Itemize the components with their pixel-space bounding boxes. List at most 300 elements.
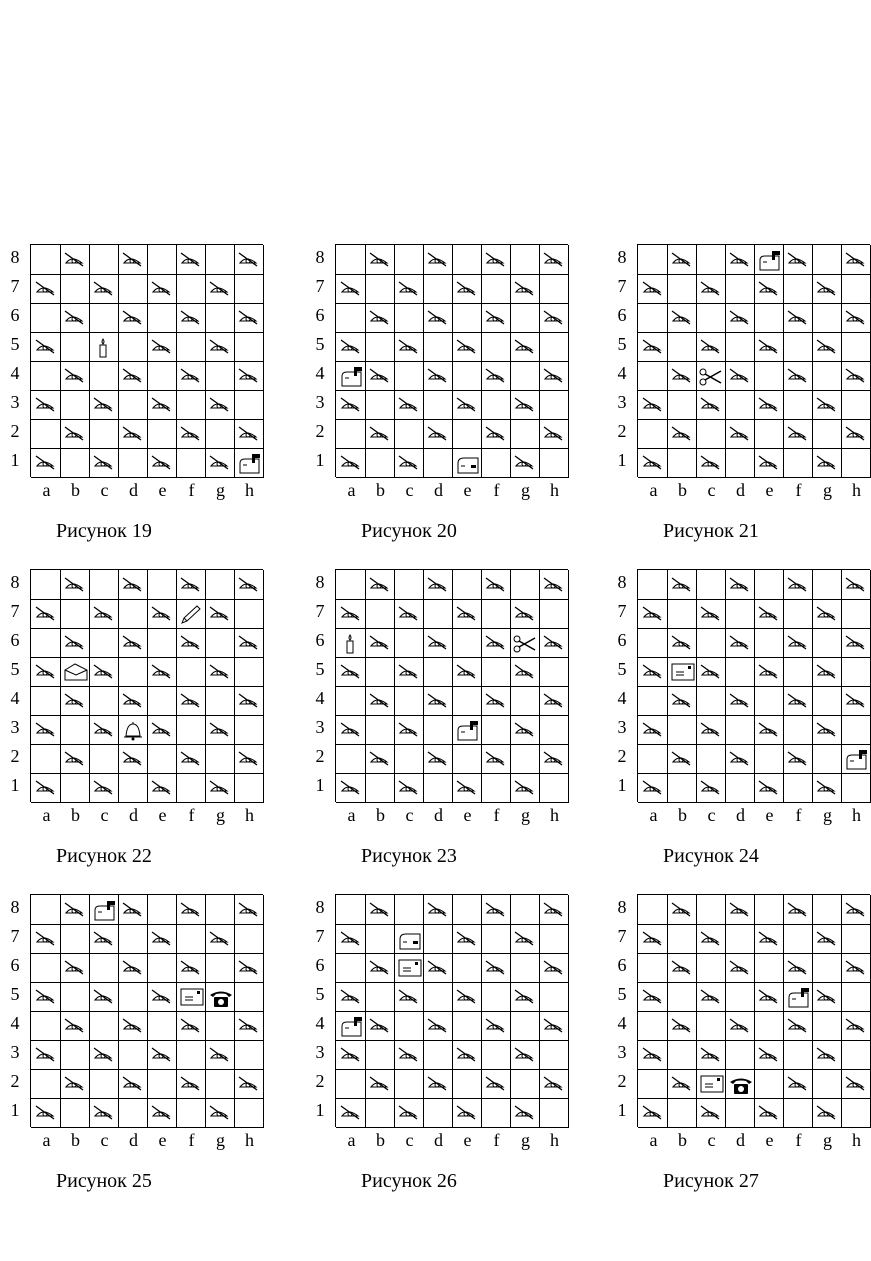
pawn-icon: [426, 633, 448, 656]
pawn-icon: [513, 1103, 535, 1126]
rank-label: 2: [617, 746, 627, 766]
pawn-icon: [728, 308, 750, 331]
file-label: f: [188, 480, 195, 500]
file-label: h: [852, 805, 861, 825]
square-d2: [725, 744, 755, 774]
pawn-icon: [455, 337, 477, 360]
square-g1: [510, 1098, 540, 1128]
square-d2: [118, 1069, 148, 1099]
pawn-icon: [63, 749, 85, 772]
square-g6: [205, 303, 235, 333]
square-h6: [234, 628, 264, 658]
square-f7: [176, 924, 206, 954]
square-c6: [696, 303, 726, 333]
square-c7: [696, 599, 726, 629]
square-c3: [89, 1040, 119, 1070]
square-f2: [481, 419, 511, 449]
square-f4: [783, 686, 813, 716]
square-e2: [754, 419, 784, 449]
square-a4: [336, 686, 366, 716]
square-b5: [60, 982, 90, 1012]
square-a6: [638, 303, 668, 333]
letter-icon: [699, 1074, 725, 1099]
pawn-icon: [339, 662, 361, 685]
pawn-icon: [670, 575, 692, 598]
candle-icon: [92, 337, 114, 364]
square-a4: [638, 686, 668, 716]
square-a1: [638, 773, 668, 803]
pawn-icon: [786, 900, 808, 923]
pawn-icon: [757, 1103, 779, 1126]
square-c1: [696, 1098, 726, 1128]
square-d5: [423, 657, 453, 687]
rank-label: 1: [315, 1100, 325, 1120]
pawn-icon: [670, 691, 692, 714]
square-b7: [60, 274, 90, 304]
file-label: d: [434, 480, 443, 500]
pencil-icon: [179, 604, 203, 631]
square-c5: [394, 982, 424, 1012]
pawn-icon: [368, 366, 390, 389]
square-a5: [31, 332, 61, 362]
pawn-icon: [426, 1016, 448, 1039]
rank-label: 3: [315, 392, 325, 412]
square-f5: [176, 982, 206, 1012]
pawn-icon: [484, 691, 506, 714]
square-e1: [452, 1098, 482, 1128]
square-f4: [176, 1011, 206, 1041]
square-g8: [812, 895, 842, 925]
square-b7: [365, 924, 395, 954]
pawn-icon: [670, 308, 692, 331]
mailbox-closed-icon: [397, 929, 423, 956]
pawn-icon: [757, 720, 779, 743]
square-d4: [725, 361, 755, 391]
rank-label: 2: [315, 746, 325, 766]
square-d6: [725, 303, 755, 333]
pawn-icon: [786, 749, 808, 772]
square-c2: [696, 419, 726, 449]
square-d2: [423, 1069, 453, 1099]
square-c8: [696, 895, 726, 925]
pawn-icon: [757, 778, 779, 801]
pawn-icon: [844, 308, 866, 331]
square-c4: [394, 1011, 424, 1041]
square-d8: [118, 895, 148, 925]
square-a3: [31, 1040, 61, 1070]
square-g2: [812, 1069, 842, 1099]
square-b5: [667, 332, 697, 362]
pawn-icon: [641, 395, 663, 418]
square-h4: [234, 686, 264, 716]
square-f2: [481, 1069, 511, 1099]
pawn-icon: [513, 987, 535, 1010]
square-c6: [89, 628, 119, 658]
pawn-icon: [237, 691, 259, 714]
square-e4: [452, 686, 482, 716]
square-d8: [423, 245, 453, 275]
square-b7: [60, 924, 90, 954]
square-e8: [754, 895, 784, 925]
square-e7: [452, 924, 482, 954]
square-f1: [481, 1098, 511, 1128]
square-d3: [725, 715, 755, 745]
pawn-icon: [34, 604, 56, 627]
rank-label: 5: [10, 334, 20, 354]
file-label: b: [376, 480, 385, 500]
pawn-icon: [641, 720, 663, 743]
square-e5: [147, 982, 177, 1012]
pawn-icon: [426, 250, 448, 273]
square-e7: [452, 599, 482, 629]
rank-label: 6: [10, 955, 20, 975]
square-a3: [336, 390, 366, 420]
pawn-icon: [786, 308, 808, 331]
pawn-icon: [92, 987, 114, 1010]
square-b8: [667, 895, 697, 925]
square-g6: [510, 628, 540, 658]
file-label: e: [158, 805, 167, 825]
square-b8: [365, 245, 395, 275]
file-label: d: [129, 480, 138, 500]
square-a6: [336, 303, 366, 333]
pawn-icon: [34, 778, 56, 801]
pawn-icon: [339, 604, 361, 627]
pawn-icon: [92, 662, 114, 685]
square-a7: [31, 924, 61, 954]
file-label: a: [347, 805, 356, 825]
square-h8: [234, 895, 264, 925]
file-label: g: [521, 1130, 530, 1150]
square-c6: [696, 953, 726, 983]
square-c1: [696, 773, 726, 803]
square-e2: [147, 744, 177, 774]
square-f4: [481, 1011, 511, 1041]
square-g5: [812, 657, 842, 687]
pawn-icon: [699, 720, 721, 743]
square-b6: [667, 628, 697, 658]
square-e3: [754, 715, 784, 745]
pawn-icon: [786, 633, 808, 656]
rank-label: 2: [315, 421, 325, 441]
square-b4: [60, 686, 90, 716]
square-h4: [539, 361, 569, 391]
square-g2: [812, 744, 842, 774]
square-d4: [118, 361, 148, 391]
square-e4: [147, 686, 177, 716]
square-c4: [696, 361, 726, 391]
square-f6: [481, 628, 511, 658]
square-f6: [176, 953, 206, 983]
square-d7: [118, 274, 148, 304]
pawn-icon: [455, 987, 477, 1010]
square-b5: [667, 982, 697, 1012]
pawn-icon: [699, 778, 721, 801]
file-label: c: [100, 480, 109, 500]
square-b7: [667, 924, 697, 954]
square-h6: [841, 303, 871, 333]
square-c2: [394, 1069, 424, 1099]
square-c5: [394, 332, 424, 362]
square-e1: [754, 448, 784, 478]
square-f8: [783, 245, 813, 275]
square-f7: [481, 924, 511, 954]
square-b5: [667, 657, 697, 687]
square-e2: [452, 744, 482, 774]
square-b2: [60, 1069, 90, 1099]
pawn-icon: [63, 1074, 85, 1097]
square-e4: [147, 1011, 177, 1041]
file-label: d: [434, 805, 443, 825]
square-e6: [452, 303, 482, 333]
square-g2: [510, 744, 540, 774]
square-b2: [60, 744, 90, 774]
square-g3: [812, 1040, 842, 1070]
file-label: b: [71, 1130, 80, 1150]
pawn-icon: [208, 1045, 230, 1068]
square-g4: [510, 1011, 540, 1041]
pawn-icon: [699, 987, 721, 1010]
square-g6: [812, 628, 842, 658]
rank-label: 1: [617, 450, 627, 470]
candle-icon: [339, 633, 361, 660]
pawn-icon: [63, 691, 85, 714]
pawn-icon: [844, 900, 866, 923]
square-a2: [31, 419, 61, 449]
square-e3: [147, 1040, 177, 1070]
square-e7: [147, 599, 177, 629]
square-c7: [89, 599, 119, 629]
square-d1: [725, 773, 755, 803]
square-c5: [89, 332, 119, 362]
square-h3: [539, 390, 569, 420]
square-a7: [31, 599, 61, 629]
square-f1: [176, 1098, 206, 1128]
pawn-icon: [455, 1103, 477, 1126]
file-label: f: [795, 805, 802, 825]
square-d2: [423, 419, 453, 449]
square-c5: [89, 657, 119, 687]
pawn-icon: [121, 250, 143, 273]
square-f7: [783, 274, 813, 304]
square-h8: [539, 570, 569, 600]
square-c4: [89, 1011, 119, 1041]
square-c5: [696, 982, 726, 1012]
square-d8: [423, 570, 453, 600]
pawn-icon: [237, 424, 259, 447]
pawn-icon: [786, 250, 808, 273]
square-c1: [394, 448, 424, 478]
square-h8: [234, 245, 264, 275]
pawn-icon: [179, 424, 201, 447]
board-grid: [637, 244, 870, 477]
square-h5: [234, 657, 264, 687]
pawn-icon: [339, 337, 361, 360]
square-g2: [205, 419, 235, 449]
pawn-icon: [513, 929, 535, 952]
square-h2: [539, 744, 569, 774]
pawn-icon: [121, 633, 143, 656]
file-label: c: [100, 805, 109, 825]
file-label: b: [71, 480, 80, 500]
rank-label: 7: [617, 601, 627, 621]
pawn-icon: [150, 279, 172, 302]
pawn-icon: [513, 662, 535, 685]
square-c3: [696, 715, 726, 745]
square-h1: [841, 773, 871, 803]
square-f6: [481, 953, 511, 983]
pawn-icon: [368, 900, 390, 923]
square-e7: [754, 924, 784, 954]
pawn-icon: [815, 604, 837, 627]
square-d6: [423, 303, 453, 333]
file-label: b: [678, 480, 687, 500]
square-h7: [539, 599, 569, 629]
pawn-icon: [484, 749, 506, 772]
square-e6: [147, 303, 177, 333]
square-d7: [725, 274, 755, 304]
square-h1: [841, 1098, 871, 1128]
square-f8: [481, 895, 511, 925]
square-b6: [365, 953, 395, 983]
square-g5: [812, 982, 842, 1012]
square-f8: [783, 895, 813, 925]
square-e6: [754, 628, 784, 658]
rank-label: 5: [617, 334, 627, 354]
square-g7: [205, 924, 235, 954]
pawn-icon: [670, 424, 692, 447]
square-a4: [638, 1011, 668, 1041]
square-g3: [510, 715, 540, 745]
square-c3: [89, 715, 119, 745]
pawn-icon: [786, 1016, 808, 1039]
file-label: a: [649, 805, 658, 825]
square-f2: [783, 1069, 813, 1099]
pawn-icon: [426, 424, 448, 447]
square-c3: [394, 715, 424, 745]
file-label: g: [216, 1130, 225, 1150]
rank-label: 8: [315, 897, 325, 917]
pawn-icon: [63, 900, 85, 923]
pawn-icon: [339, 1045, 361, 1068]
square-a6: [638, 953, 668, 983]
file-label: f: [493, 1130, 500, 1150]
file-label: g: [521, 480, 530, 500]
square-f1: [481, 773, 511, 803]
square-a3: [31, 715, 61, 745]
square-d4: [423, 1011, 453, 1041]
board-grid: [335, 244, 568, 477]
square-b5: [60, 332, 90, 362]
square-f6: [481, 303, 511, 333]
square-c7: [394, 599, 424, 629]
square-f5: [481, 657, 511, 687]
pawn-icon: [150, 395, 172, 418]
pawn-icon: [92, 279, 114, 302]
square-c2: [394, 419, 424, 449]
square-b8: [60, 245, 90, 275]
square-d5: [118, 332, 148, 362]
pawn-icon: [699, 279, 721, 302]
pawn-icon: [699, 337, 721, 360]
square-e6: [147, 953, 177, 983]
square-a7: [31, 274, 61, 304]
square-g7: [510, 274, 540, 304]
square-g1: [510, 773, 540, 803]
square-b7: [365, 274, 395, 304]
square-c4: [696, 1011, 726, 1041]
square-b5: [365, 332, 395, 362]
pawn-icon: [368, 575, 390, 598]
square-g8: [205, 245, 235, 275]
rank-label: 6: [10, 630, 20, 650]
square-a3: [638, 1040, 668, 1070]
pawn-icon: [455, 395, 477, 418]
square-h3: [539, 715, 569, 745]
square-c6: [696, 628, 726, 658]
square-g4: [205, 1011, 235, 1041]
square-e3: [754, 390, 784, 420]
square-g2: [510, 419, 540, 449]
file-label: h: [852, 480, 861, 500]
rank-label: 4: [315, 1013, 325, 1033]
square-c8: [394, 245, 424, 275]
pawn-icon: [397, 279, 419, 302]
square-d3: [118, 390, 148, 420]
rank-label: 4: [315, 688, 325, 708]
rank-label: 7: [10, 276, 20, 296]
pawn-icon: [368, 424, 390, 447]
square-h7: [539, 274, 569, 304]
bell-icon: [121, 720, 145, 747]
square-d8: [725, 245, 755, 275]
square-e8: [147, 245, 177, 275]
square-e5: [452, 982, 482, 1012]
square-a8: [31, 245, 61, 275]
square-a6: [31, 628, 61, 658]
file-label: a: [649, 1130, 658, 1150]
square-g7: [205, 599, 235, 629]
pawn-icon: [121, 308, 143, 331]
square-h7: [539, 924, 569, 954]
pawn-icon: [339, 929, 361, 952]
pawn-icon: [670, 633, 692, 656]
pawn-icon: [757, 987, 779, 1010]
rank-label: 1: [617, 1100, 627, 1120]
square-g1: [205, 448, 235, 478]
square-h6: [234, 303, 264, 333]
square-c6: [394, 953, 424, 983]
square-f1: [176, 448, 206, 478]
file-label: d: [736, 480, 745, 500]
square-h2: [234, 744, 264, 774]
square-f4: [481, 686, 511, 716]
pawn-icon: [484, 1016, 506, 1039]
pawn-icon: [641, 1045, 663, 1068]
pawn-icon: [150, 1045, 172, 1068]
pawn-icon: [728, 633, 750, 656]
pawn-icon: [641, 662, 663, 685]
pawn-icon: [237, 958, 259, 981]
square-b4: [667, 1011, 697, 1041]
rank-label: 5: [617, 659, 627, 679]
pawn-icon: [844, 1074, 866, 1097]
square-g2: [812, 419, 842, 449]
file-label: f: [493, 480, 500, 500]
square-h2: [841, 419, 871, 449]
square-h4: [234, 1011, 264, 1041]
square-g1: [205, 773, 235, 803]
